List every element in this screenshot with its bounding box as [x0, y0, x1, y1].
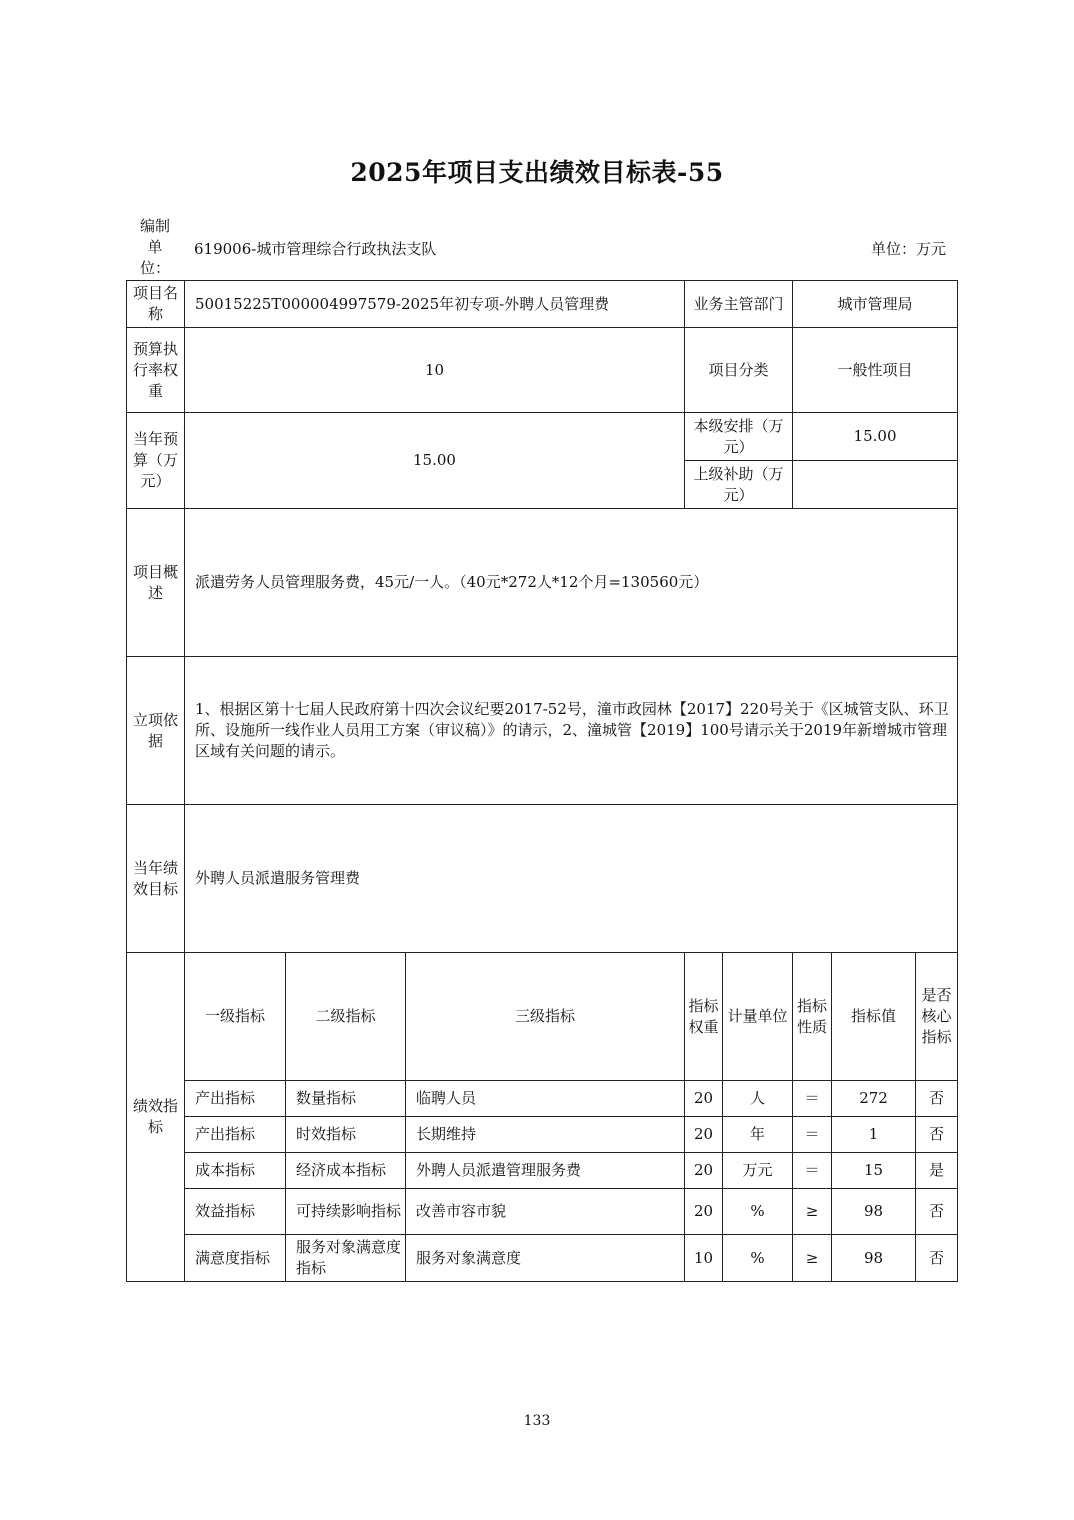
table-row [127, 1081, 958, 1117]
currency-note: 单位：万元 [870, 240, 946, 258]
header-level2: 二级指标 [286, 953, 406, 1081]
level3-cell: 长期维持 [406, 1117, 685, 1153]
value-cell: 1 [832, 1117, 916, 1153]
level3-cell: 外聘人员派遣管理服务费 [406, 1153, 685, 1189]
weight-cell: 20 [685, 1153, 723, 1189]
unit-cell: % [723, 1235, 793, 1282]
budget-value: 15.00 [185, 413, 685, 509]
header-level1: 一级指标 [185, 953, 286, 1081]
weight-cell: 20 [685, 1081, 723, 1117]
performance-table [126, 280, 958, 1282]
unit-label-line: 位： [139, 259, 170, 277]
goal-label: 当年绩效目标 [127, 805, 185, 953]
budget-label: 当年预算（万元） [127, 413, 185, 509]
level1-cell: 产出指标 [185, 1081, 286, 1117]
nature-cell: ＝ [793, 1081, 832, 1117]
header-core: 是否核心指标 [916, 953, 958, 1081]
value-cell: 98 [832, 1189, 916, 1235]
header-weight: 指标权重 [685, 953, 723, 1081]
unit-cell: 万元 [723, 1153, 793, 1189]
level2-cell: 服务对象满意度指标 [286, 1235, 406, 1282]
upper-label: 上级补助（万元） [685, 461, 793, 509]
table-row [127, 1153, 958, 1189]
nature-cell: ≥ [793, 1189, 832, 1235]
level3-cell: 临聘人员 [406, 1081, 685, 1117]
weight-cell: 20 [685, 1117, 723, 1153]
level2-cell: 数量指标 [286, 1081, 406, 1117]
rate-value: 10 [185, 328, 685, 413]
nature-cell: ＝ [793, 1117, 832, 1153]
value-cell: 272 [832, 1081, 916, 1117]
overview-label: 项目概述 [127, 509, 185, 657]
core-cell: 否 [916, 1189, 958, 1235]
level1-cell: 满意度指标 [185, 1235, 286, 1282]
dept-label: 业务主管部门 [685, 281, 793, 328]
core-cell: 否 [916, 1081, 958, 1117]
level1-cell: 成本指标 [185, 1153, 286, 1189]
nature-cell: ≥ [793, 1235, 832, 1282]
rate-label: 预算执行率权重 [127, 328, 185, 413]
value-cell: 15 [832, 1153, 916, 1189]
indicators-label: 绩效指标 [127, 953, 185, 1282]
local-label: 本级安排（万元） [685, 413, 793, 461]
project-name: 50015225T000004997579-2025年初专项-外聘人员管理费 [185, 281, 685, 328]
upper-value [793, 461, 958, 509]
level2-cell: 可持续影响指标 [286, 1189, 406, 1235]
project-name-label: 项目名称 [127, 281, 185, 328]
basis-text: 1、根据区第十七届人民政府第十四次会议纪要2017-52号，潼市政园林【2017】220号关于《区城管支队、环卫所、设施所一线作业人员用工方案（审议稿）》的请示，2、潼城管【2019】100号请示关于2019年新增城市管理区域有关问题的请示。 [185, 657, 958, 805]
level2-cell: 经济成本指标 [286, 1153, 406, 1189]
core-cell: 否 [916, 1117, 958, 1153]
table-row [127, 1117, 958, 1153]
value-cell: 98 [832, 1235, 916, 1282]
nature-cell: ＝ [793, 1153, 832, 1189]
level3-cell: 改善市容市貌 [406, 1189, 685, 1235]
unit-label-line: 单 [147, 238, 163, 256]
unit-cell: 年 [723, 1117, 793, 1153]
page-title: 2025年项目支出绩效目标表-55 [350, 158, 724, 187]
basis-label: 立项依据 [127, 657, 185, 805]
level1-cell: 产出指标 [185, 1117, 286, 1153]
unit-name: 619006-城市管理综合行政执法支队 [194, 240, 437, 258]
level1-cell: 效益指标 [185, 1189, 286, 1235]
category-label: 项目分类 [685, 328, 793, 413]
local-value: 15.00 [793, 413, 958, 461]
header-unit: 计量单位 [723, 953, 793, 1081]
unit-cell: 人 [723, 1081, 793, 1117]
header-nature: 指标性质 [793, 953, 832, 1081]
overview-text: 派遣劳务人员管理服务费，45元/一人。（40元*272人*12个月=130560元） [185, 509, 958, 657]
dept-value: 城市管理局 [793, 281, 958, 328]
header-value: 指标值 [832, 953, 916, 1081]
core-cell: 是 [916, 1153, 958, 1189]
level3-cell: 服务对象满意度 [406, 1235, 685, 1282]
core-cell: 否 [916, 1235, 958, 1282]
unit-label-line: 编制 [139, 217, 170, 235]
table-row [127, 1235, 958, 1282]
category-value: 一般性项目 [793, 328, 958, 413]
unit-label [137, 216, 173, 279]
level2-cell: 时效指标 [286, 1117, 406, 1153]
weight-cell: 20 [685, 1189, 723, 1235]
page-number: 133 [523, 1413, 551, 1429]
goal-text: 外聘人员派遣服务管理费 [185, 805, 958, 953]
table-row [127, 1189, 958, 1235]
weight-cell: 10 [685, 1235, 723, 1282]
unit-cell: % [723, 1189, 793, 1235]
header-level3: 三级指标 [406, 953, 685, 1081]
